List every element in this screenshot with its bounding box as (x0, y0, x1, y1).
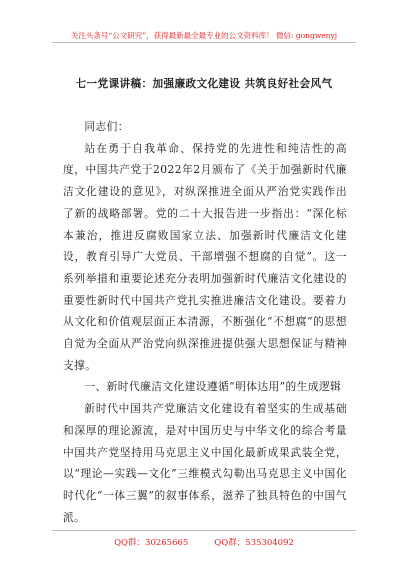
header-banner: 关注头条号“公文研究”，获得最新最全最专业的公文资料库！ 微信: gongwenyj (70, 31, 338, 40)
salutation: 同志们： (84, 120, 129, 133)
footer-divider (52, 530, 356, 531)
body-paragraph: 站在勇于自我革命、保持党的先进性和纯洁性的高度，中国共产党于2022年2月颁布了《关于加强新时代廉洁文化建设的意见》，对纵深推进全面从严治党实践作出了新的战略部署。党的二十大报告进一步指出：“深化标本兼治，推进反腐败国家立法、加强新时代廉洁文化建设，教育引导广大党员、干部增强不想腐的自觉”。这一系列举措和重要论述充分表明加强新时代廉洁文化建设的重要性新时代中国共产党扎实推进廉洁文化建设。要着力从文化和价值观层面正本清源，不断强化“不想腐”的思想自觉为全面从严治党向纵深推进提供强大思想保证与精神支撑。 (63, 141, 347, 372)
footer (0, 536, 408, 548)
document-title: 七一党课讲稿：加强廉政文化建设 共筑良好社会风气 (75, 78, 333, 90)
body-paragraph: 新时代中国共产党廉洁文化建设有着坚实的生成基础和深厚的理论源流，是对中国历史与中华文化的综合考量中国共产党坚持用马克思主义中国化最新成果武装全党，以“理论—实践—文化”三维模式勾勒出马克思主义中国化时代化“一体三翼”的叙事体系，滋养了独具特色的中国气派。 (63, 402, 347, 524)
section-heading: 一、新时代廉洁文化建设遵循“明体达用”的生成逻辑 (84, 380, 342, 394)
footer-qq-left: QQ群：30265665 (114, 538, 189, 548)
header-divider (52, 42, 356, 43)
document-body (63, 116, 347, 528)
footer-qq-right: QQ群：535304092 (214, 538, 294, 548)
